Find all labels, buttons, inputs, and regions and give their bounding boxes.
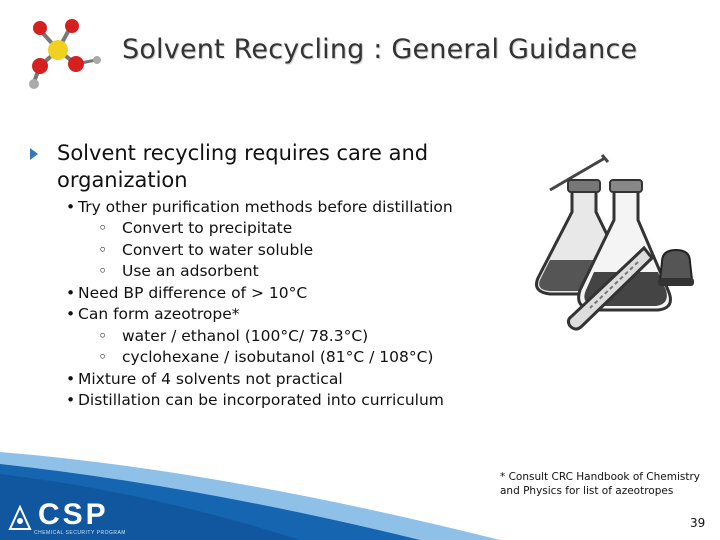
bullet-icon: ◦ [98,348,108,366]
bullet-icon: ◦ [98,327,108,345]
page-number: 39 [690,516,706,530]
bullet-icon: ◦ [98,219,108,237]
slide-title: Solvent Recycling : General Guidance [122,34,638,65]
list-item: • Can form azeotrope* [66,304,240,326]
list-item: ◦ Convert to precipitate [98,218,292,240]
list-item: ◦ water / ethanol (100°C/ 78.3°C) [98,326,368,348]
list-item: ◦ Use an adsorbent [98,261,259,283]
triangle-bullet-icon [30,148,38,160]
list-item: • Need BP difference of > 10°C [66,283,307,305]
list-item: • Try other purification methods before distillation [66,197,453,219]
bullet-icon: • [66,284,76,302]
bullet-icon: • [66,370,76,388]
footnote: * Consult CRC Handbook of Chemistry and Physics for list of azeotropes [500,471,701,497]
logo-tagline: CHEMICAL SECURITY PROGRAM [34,530,126,536]
list-item: • Distillation can be incorporated into curriculum [66,390,444,412]
lab-glassware-icon [510,150,710,332]
bullet-icon: ◦ [98,262,108,280]
logo: CSP [38,498,109,531]
bullet-icon: • [66,198,76,216]
list-item: ◦ cyclohexane / isobutanol (81°C / 108°C) [98,347,433,369]
logo-mark-icon [8,505,32,533]
main-bullet-text: Solvent recycling requires care and organization [57,141,429,192]
list-item: ◦ Convert to water soluble [98,240,313,262]
list-item: • Mixture of 4 solvents not practical [66,369,343,391]
bullet-icon: • [66,305,76,323]
bullet-icon: • [66,391,76,409]
bullet-icon: ◦ [98,241,108,259]
molecule-icon [14,14,102,92]
